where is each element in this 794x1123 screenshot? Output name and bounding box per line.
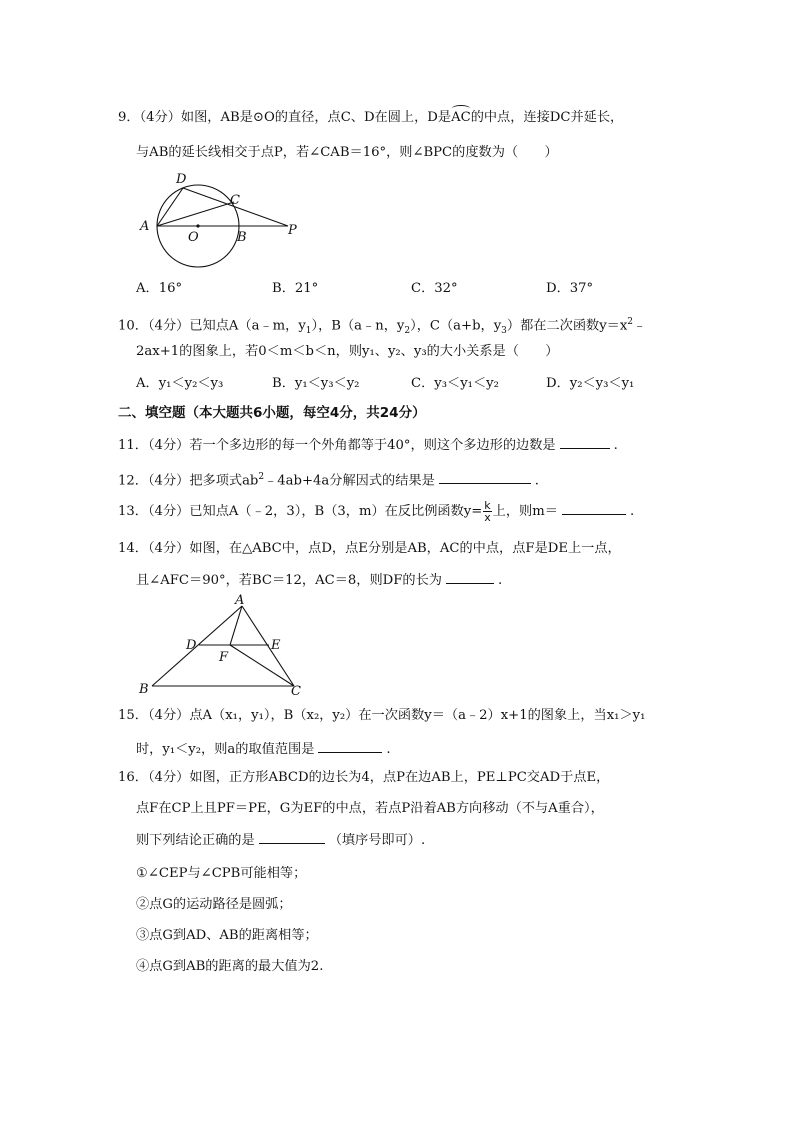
q10-text-c: ），C（a+b，y [410, 318, 502, 334]
q9-circle-figure [130, 168, 310, 278]
q9-text-b: 的中点，连接DC并延长， [470, 110, 624, 125]
q11-text-a: 11．（4分）若一个多边形的每一个外角都等于40°，则这个多边形的边数是 [118, 438, 556, 453]
q14-label-e: E [271, 638, 281, 653]
q16-item-3: ③点G到AD、AB的距离相等； [136, 928, 318, 943]
q14-segment-fc [230, 645, 294, 686]
q12-sup: 2 [258, 472, 265, 482]
q12-answer-blank[interactable] [439, 471, 531, 484]
q10-option-d[interactable]: D．y₂＜y₃＜y₁ [546, 376, 635, 391]
q11-line [118, 436, 618, 456]
q10-sup: 2 [627, 317, 634, 327]
q14-line2 [136, 571, 502, 591]
q10-text-b: ），B（a﹣n，y [311, 318, 405, 334]
q10-line2: 2ax+1的图象上，若0＜m＜b＜n，则y₁、y₂、y₃的大小关系是（ ） [136, 344, 559, 359]
q16-item-4: ④点G到AB的距离的最大值为2. [136, 959, 324, 974]
q9-option-b[interactable]: B．21° [272, 281, 319, 296]
q16-line3 [136, 831, 425, 851]
q13-text-b: 上，则m＝ [492, 504, 558, 519]
q14-label-b: B [139, 682, 149, 697]
q13-frac-den: x [484, 511, 491, 524]
q9-label-a: A [140, 219, 150, 234]
q16-item-2: ②点G的运动路径是圆弧； [136, 897, 292, 912]
q13-frac-num: k [484, 499, 491, 512]
q14-text-a: 且∠AFC＝90°，若BC＝12，AC＝8，则DF的长为 [136, 573, 442, 588]
q9-option-a[interactable]: A．16° [136, 281, 183, 296]
q12-text-b: ﹣4ab+4a分解因式的结果是 [264, 473, 435, 489]
q9-center-dot [196, 224, 199, 227]
q10-text-e: ﹣ [633, 318, 647, 334]
q10-option-b[interactable]: B．y₁＜y₃＜y₂ [272, 376, 360, 391]
q16-line2: 点F在CP上且PF＝PE，G为EF的中点，若点P沿着AB方向移动（不与A重合）， [136, 801, 604, 816]
q9-label-d: D [176, 172, 187, 187]
q13-line [118, 500, 634, 523]
q10-option-a[interactable]: A．y₁＜y₂＜y₃ [136, 376, 224, 391]
q14-text-b: . [497, 573, 503, 588]
q14-side-ab [152, 606, 242, 686]
q15-answer-blank[interactable] [318, 740, 382, 753]
q9-option-d[interactable]: D．37° [546, 281, 594, 296]
q9-line-ad [157, 188, 183, 226]
q10-sub3: 3 [501, 326, 507, 337]
q15-line1: 15．（4分）点A（x₁，y₁），B（x₂，y₂）在一次函数y＝（a﹣2）x+1的图象上，当x₁＞y₁ [118, 708, 646, 723]
q11-answer-blank[interactable] [560, 436, 610, 449]
q16-line1: 16．（4分）如图，正方形ABCD的边长为4，点P在边AB上，PE⊥PC交AD于点E， [118, 770, 610, 785]
q14-answer-blank[interactable] [446, 571, 494, 584]
q12-text-a: 12．（4分）把多项式ab [118, 473, 259, 489]
q14-triangle-figure [130, 592, 310, 697]
q13-answer-blank[interactable] [562, 502, 626, 515]
q14-line1: 14．（4分）如图，在△ABC中，点D，点E分别是AB，AC的中点，点F是DE上一点， [118, 541, 621, 556]
q16-answer-blank[interactable] [259, 831, 325, 844]
q14-side-ac [242, 606, 294, 686]
q9-arc-ac: AC [451, 108, 471, 128]
q14-label-d: D [186, 638, 197, 653]
q12-line [118, 467, 539, 491]
q9-label-p: P [288, 223, 297, 238]
q10-line1 [118, 312, 646, 341]
q13-fraction [483, 500, 491, 523]
q9-option-c[interactable]: C．32° [411, 281, 458, 296]
q9-line-ac [157, 202, 234, 226]
q9-label-o: O [188, 230, 199, 245]
q10-sub1: 1 [305, 326, 312, 337]
q9-label-c: C [230, 193, 240, 208]
q15-text-b: . [386, 742, 391, 757]
q10-option-c[interactable]: C．y₃＜y₁＜y₂ [411, 376, 499, 391]
q12-text-c: . [534, 473, 539, 489]
q14-label-a: A [235, 593, 245, 608]
q15-line2 [136, 740, 391, 760]
q13-text-a: 13．（4分）已知点A（﹣2，3），B（3，m）在反比例函数y= [118, 504, 483, 519]
q14-label-c: C [291, 684, 301, 697]
q11-text-b: . [613, 438, 618, 453]
q9-text-a: 9．（4分）如图，AB是⊙O的直径，点C、D在圆上，D是 [118, 110, 452, 125]
q10-text-a: 10．（4分）已知点A（a﹣m，y [118, 318, 306, 334]
q10-sub2: 2 [404, 326, 411, 337]
q9-line1 [118, 108, 623, 128]
q14-label-f: F [219, 650, 229, 665]
q15-text-a: 时，y₁＜y₂，则a的取值范围是 [136, 742, 315, 757]
q16-item-1: ①∠CEP与∠CPB可能相等； [136, 866, 307, 881]
section-fill-in-title: 二、填空题（本大题共6小题，每空4分，共24分） [118, 405, 426, 421]
q9-line2: 与AB的延长线相交于点P，若∠CAB＝16°，则∠BPC的度数为（ ） [136, 145, 558, 160]
q16-text-a: 则下列结论正确的是 [136, 833, 255, 848]
q10-text-d: ）都在二次函数y＝x [506, 318, 628, 334]
q16-text-b: （填序号即可）. [328, 833, 426, 848]
q9-label-b: B [237, 230, 247, 245]
q13-text-c: . [629, 504, 635, 519]
